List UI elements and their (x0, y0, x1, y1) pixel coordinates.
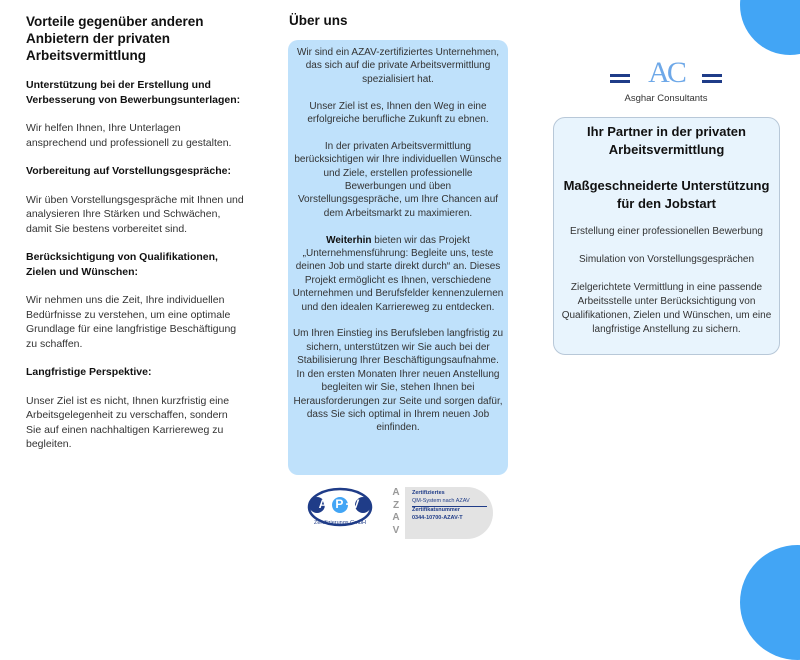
section-heading: Berücksichtigung von Qualifikationen, Zielen und Wünschen: (26, 251, 218, 278)
corner-decoration-bottom (740, 545, 800, 660)
section-body: Wir nehmen uns die Zeit, Ihre individuellen Bedürfnisse zu verstehen, um eine optimale Grundlage für eine langfristige Beschäftigung zu schaffen. (26, 294, 237, 350)
azav-vertical-letters: A Z A V (392, 487, 400, 536)
logo-mark: AC (648, 56, 684, 89)
service-item: Simulation von Vorstellungsgesprächen (578, 254, 755, 265)
left-column-title: Vorteile gegenüber anderen Anbietern der privaten Arbeitsvermittlung (26, 14, 204, 63)
about-paragraph: Unser Ziel ist es, Ihnen den Weg in eine erfolgreiche berufliche Zukunft zu ebnen. (307, 100, 489, 126)
service-item: Zielgerichtete Vermittlung in eine passende Arbeitsstelle unter Berücksichtigung von Qualifikationen, Zielen und Wünschen, um eine langfristige Anstellung zu sichern. (561, 282, 772, 335)
certification-logos (305, 485, 495, 540)
about-paragraph-project (292, 234, 504, 314)
section-body: Wir helfen Ihnen, Ihre Unterlagen ansprechend und professionell zu gestalten. (26, 122, 232, 149)
support-heading: Maßgeschneiderte Unterstützung für den Jobstart (563, 178, 770, 211)
project-text: bieten wir das Projekt „Unternehmensführung: Begleite uns, teste deinen Job und starte direkt durch“ an. Dieses Projekt ermöglicht es Ihnen, verschiedene Unternehmen und Berufsfelder kennenzulernen und den idealen Karriereweg zu entdecken. (292, 234, 504, 313)
about-paragraph: In der privaten Arbeitsvermittlung berücksichtigen wir Ihre individuellen Wünsche und Ziele, erstellen professionelle Bewerbungen und üben Vorstellungsgespräche, um Ihre Chancen auf dem Arbeitsmarkt zu maximieren. (294, 140, 502, 219)
company-name: Asghar Consultants (624, 93, 708, 104)
service-item: Erstellung einer professionellen Bewerbung (570, 226, 763, 237)
apv-logo-icon (305, 485, 375, 537)
section-heading: Vorbereitung auf Vorstellungsgespräche: (26, 165, 231, 177)
corner-decoration-top (740, 0, 800, 55)
section-heading: Langfristige Perspektive: (26, 366, 152, 378)
about-paragraph: Wir sind ein AZAV-zertifiziertes Unternehmen, das sich auf die private Arbeitsvermittlung spezialisiert hat. (296, 47, 500, 85)
company-logo (610, 56, 722, 108)
about-paragraph: Um Ihren Einstieg ins Berufsleben langfristig zu sichern, unterstützen wir Sie auch bei der Stabilisierung Ihrer Beschäftigungsaufnahme. In den ersten Monaten Ihrer neuen Anstellung begleiten wir Sie, stehen Ihnen bei Herausforderungen zur Seite und sorgen dafür, dass Sie sich optimal in Ihrem neuen Job einfinden. (292, 328, 504, 434)
apv-subtitle: Zertifizierungs GmbH (314, 520, 366, 526)
azav-badge-text: Zertifiziertes QM-System nach AZAV Zertifikatsnummer 0344-10700-AZAV-T (412, 490, 487, 522)
about-box (288, 40, 508, 475)
apv-letters: A·P·V (318, 497, 362, 511)
left-column (26, 13, 244, 452)
section-heading: Unterstützung bei der Erstellung und Verbesserung von Bewerbungsunterlagen: (26, 79, 241, 106)
partner-heading: Ihr Partner in der privaten Arbeitsvermittlung (587, 124, 746, 157)
section-body: Wir üben Vorstellungsgespräche mit Ihnen und analysieren Ihre Stärken und Schwächen, damit Sie bestens vorbereitet sind. (26, 193, 244, 235)
highlight-word: Weiterhin (326, 234, 372, 246)
about-title: Über uns (289, 13, 348, 28)
section-body: Unser Ziel ist es nicht, Ihnen kurzfristig eine Arbeitsgelegenheit zu verschaffen, sondern Sie auf einen nachhaltigen Karriereweg zu begleiten. (26, 394, 230, 450)
partner-box (553, 117, 780, 355)
